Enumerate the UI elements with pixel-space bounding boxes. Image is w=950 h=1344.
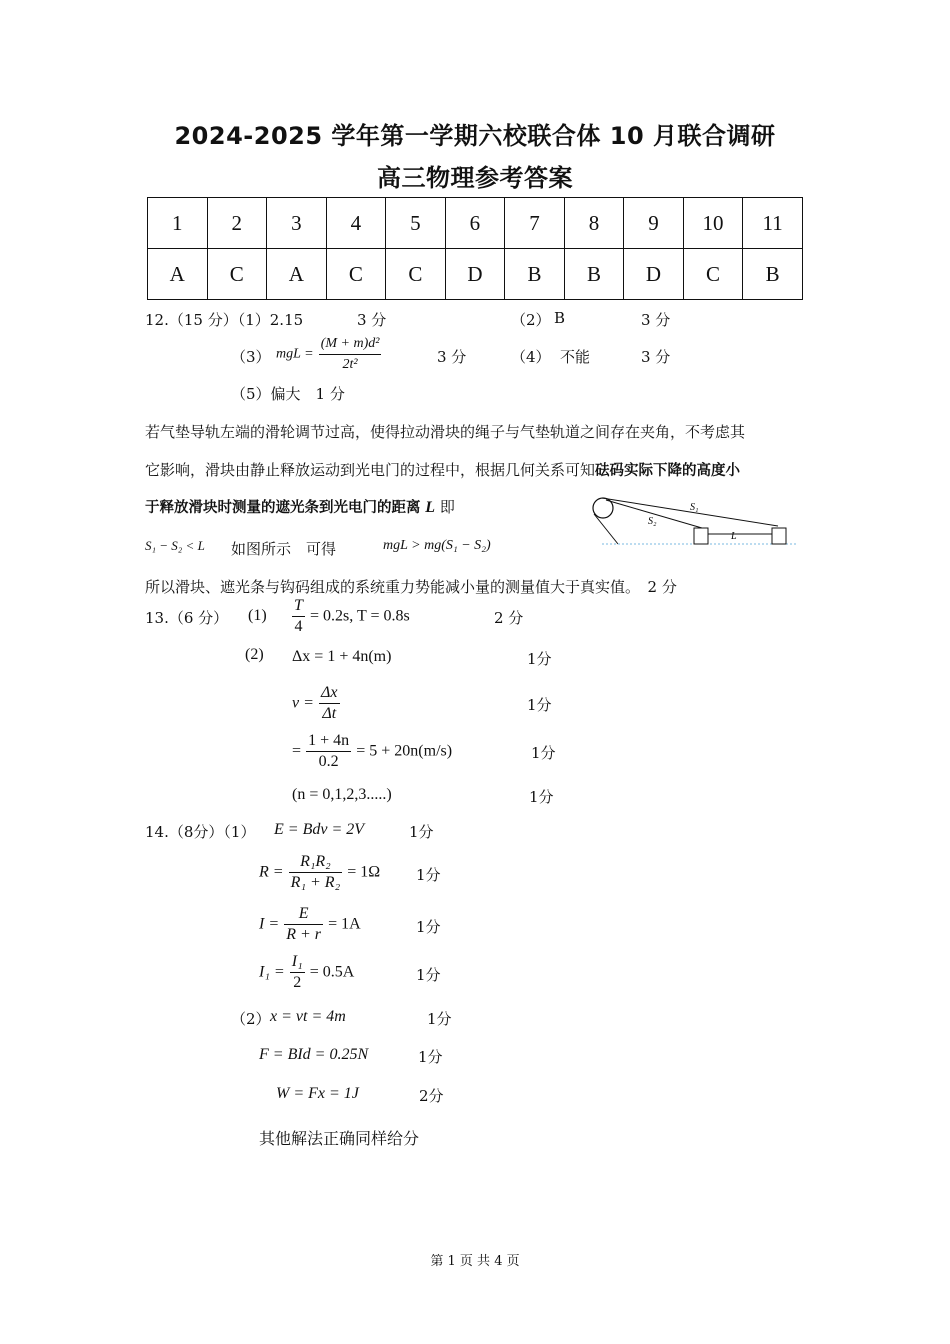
q14-e2-fraction bbox=[289, 852, 342, 893]
question-number: 6 bbox=[445, 198, 505, 249]
q14-e4-den: 2 bbox=[293, 974, 302, 991]
q14-e6: F = BId = 0.25N bbox=[259, 1046, 369, 1063]
q14-e7-score: 2分 bbox=[419, 1087, 444, 1105]
question-number: 4 bbox=[326, 198, 386, 249]
label-s1: S₁ bbox=[690, 502, 699, 513]
q14-e4-score: 1分 bbox=[416, 966, 441, 984]
slider-block bbox=[694, 528, 708, 544]
q14-e1: E = Bdv = 2V bbox=[274, 821, 365, 838]
q14-e3-lhs: I = bbox=[259, 915, 280, 933]
q14-e4-rest: = 0.5A bbox=[309, 963, 355, 981]
q14-e3-score: 1分 bbox=[416, 918, 441, 936]
q14-e6-score: 1分 bbox=[418, 1048, 443, 1066]
q12-explain-2b: 砝码实际下降的高度小 bbox=[595, 463, 741, 479]
q12-p4-label: （4） bbox=[511, 348, 551, 366]
answer-cell: C bbox=[386, 249, 446, 300]
pulley-diagram bbox=[588, 494, 800, 552]
question-number: 10 bbox=[683, 198, 743, 249]
q12-explain-2a: 它影响，滑块由静止释放运动到光电门的过程中，根据几何关系可知 bbox=[145, 461, 596, 479]
q13-e3-score: 1分 bbox=[531, 744, 556, 762]
q12-p3-score: 3 分 bbox=[437, 348, 467, 366]
q14-e5-score: 1分 bbox=[427, 1010, 452, 1028]
q12-explain-2 bbox=[145, 459, 740, 480]
q12-ineq: S₁ − S₂ < L bbox=[145, 538, 205, 553]
q13-p1-den: 4 bbox=[294, 618, 303, 635]
q14-e4-lhs: I₁ = bbox=[259, 963, 285, 981]
q12-p3-num: (M + m)d² bbox=[319, 334, 382, 355]
answer-cell: C bbox=[207, 249, 267, 300]
q13-p1-fraction bbox=[292, 596, 305, 637]
answer-cell: C bbox=[326, 249, 386, 300]
answer-cell: B bbox=[564, 249, 624, 300]
q12-ineq2: mgL > mg(S₁ − S₂) bbox=[383, 538, 491, 553]
q13-e2-lhs: v = bbox=[292, 694, 314, 712]
q12-p3-den: 2t² bbox=[342, 357, 358, 372]
answer-cell: A bbox=[148, 249, 208, 300]
title-line-1: 2024-2025 学年第一学期六校联合体 10 月联合调研 bbox=[174, 122, 776, 150]
q13-e4: (n = 0,1,2,3.....) bbox=[292, 786, 392, 803]
q12-conclusion: 所以滑块、遮光条与钩码组成的系统重力势能减小量的测量值大于真实值。 2 分 bbox=[145, 578, 677, 596]
q12-p5: （5）偏大 1 分 bbox=[231, 385, 345, 403]
q14-e2 bbox=[259, 852, 380, 893]
q14-e3-num: E bbox=[284, 904, 323, 925]
q13-p1-rest: = 0.2s, T = 0.8s bbox=[310, 607, 410, 625]
q13-e2-fraction bbox=[319, 683, 340, 724]
q14-e3-den: R + r bbox=[286, 926, 322, 943]
q14-e2-den: R₁ + R₂ bbox=[290, 874, 341, 891]
q14-e4-num: I₁ bbox=[290, 952, 305, 973]
q14-e2-score: 1分 bbox=[416, 866, 441, 884]
answer-cell: D bbox=[445, 249, 505, 300]
q14-e3-fraction bbox=[284, 904, 323, 945]
q12-head: 12.（15 分）（1）2.15 bbox=[145, 311, 304, 329]
label-s2: S₂ bbox=[648, 516, 657, 527]
q13-e2-num: Δx bbox=[319, 683, 340, 704]
q12-p4-score: 3 分 bbox=[641, 348, 671, 366]
q14-e1-score: 1分 bbox=[409, 823, 434, 841]
q14-e3 bbox=[259, 904, 361, 945]
q13-e2 bbox=[292, 683, 340, 724]
answer-cell: B bbox=[743, 249, 803, 300]
q12-p3-formula bbox=[276, 334, 381, 375]
q12-p2-label: （2） bbox=[511, 311, 551, 329]
question-number: 5 bbox=[386, 198, 446, 249]
q13-p1-label: (1) bbox=[248, 607, 267, 624]
q13-e3 bbox=[292, 731, 452, 772]
label-l: L bbox=[731, 531, 737, 542]
q12-explain-1: 若气垫导轨左端的滑轮调节过高，使得拉动滑块的绳子与气垫轨道之间存在夹角，不考虑其 bbox=[145, 423, 746, 441]
q13-e1: Δx = 1 + 4n(m) bbox=[292, 648, 392, 665]
q14-e2-rest: = 1Ω bbox=[347, 863, 381, 881]
q12-fig-text: 如图所示 可得 bbox=[231, 540, 337, 558]
q13-p1-num: T bbox=[292, 596, 305, 617]
q12-p2-answer: B bbox=[554, 309, 566, 327]
q13-e2-den: Δt bbox=[322, 705, 337, 722]
answer-table-numbers-row bbox=[148, 198, 803, 249]
answer-table bbox=[147, 197, 803, 300]
q14-e4 bbox=[259, 952, 354, 993]
q14-e5: x = vt = 4m bbox=[270, 1008, 346, 1025]
q14-head: 14.（8分）（1） bbox=[145, 823, 256, 841]
q13-e4-score: 1分 bbox=[529, 788, 554, 806]
question-number: 2 bbox=[207, 198, 267, 249]
q12-p3-fraction bbox=[319, 334, 382, 375]
q14-note: 其他解法正确同样给分 bbox=[259, 1129, 420, 1148]
question-number: 1 bbox=[148, 198, 208, 249]
question-number: 3 bbox=[267, 198, 327, 249]
pulley-support bbox=[594, 514, 618, 544]
q13-p2-label: (2) bbox=[245, 646, 264, 663]
q12-explain-3a: 于释放滑块时测量的遮光条到光电门的距离 bbox=[145, 500, 421, 516]
q12-p1-score: 3 分 bbox=[357, 311, 387, 329]
q13-p1-score: 2 分 bbox=[494, 609, 524, 627]
question-number: 8 bbox=[564, 198, 624, 249]
q14-e4-fraction bbox=[290, 952, 305, 993]
q13-e3-den: 0.2 bbox=[318, 753, 339, 770]
q12-explain-3b: L bbox=[425, 499, 436, 516]
q14-e7: W = Fx = 1J bbox=[276, 1085, 359, 1102]
q14-p2-label: （2） bbox=[231, 1010, 271, 1028]
q13-p1-formula bbox=[292, 596, 410, 637]
page-footer: 第 1 页 共 4 页 bbox=[430, 1254, 520, 1269]
q12-explain-3c: 即 bbox=[439, 498, 455, 516]
q13-e3-num: 1 + 4n bbox=[306, 731, 351, 752]
q13-e3-fraction bbox=[306, 731, 351, 772]
question-number: 9 bbox=[624, 198, 684, 249]
q13-e2-score: 1分 bbox=[527, 696, 552, 714]
answer-cell: D bbox=[624, 249, 684, 300]
q13-e1-score: 1分 bbox=[527, 650, 552, 668]
question-number: 7 bbox=[505, 198, 565, 249]
q13-head: 13.（6 分） bbox=[145, 609, 229, 627]
answer-cell: C bbox=[683, 249, 743, 300]
q14-e3-rest: = 1A bbox=[328, 915, 361, 933]
q12-explain-3 bbox=[145, 496, 455, 517]
q12-p4-answer: 不能 bbox=[560, 348, 591, 366]
q12-p2-score: 3 分 bbox=[641, 311, 671, 329]
q14-e2-lhs: R = bbox=[259, 863, 284, 881]
answer-table-answers-row bbox=[148, 249, 803, 300]
q13-e3-lhs: = bbox=[292, 742, 302, 760]
q12-p3-label: （3） bbox=[231, 348, 271, 366]
answer-cell: A bbox=[267, 249, 327, 300]
photogate-block bbox=[772, 528, 786, 544]
question-number: 11 bbox=[743, 198, 803, 249]
q12-p3-lhs: mgL = bbox=[276, 346, 314, 362]
title-line-2: 高三物理参考答案 bbox=[377, 164, 573, 192]
answer-cell: B bbox=[505, 249, 565, 300]
q13-e3-rest: = 5 + 20n(m/s) bbox=[356, 742, 453, 760]
q14-e2-num: R₁R₂ bbox=[289, 852, 342, 873]
